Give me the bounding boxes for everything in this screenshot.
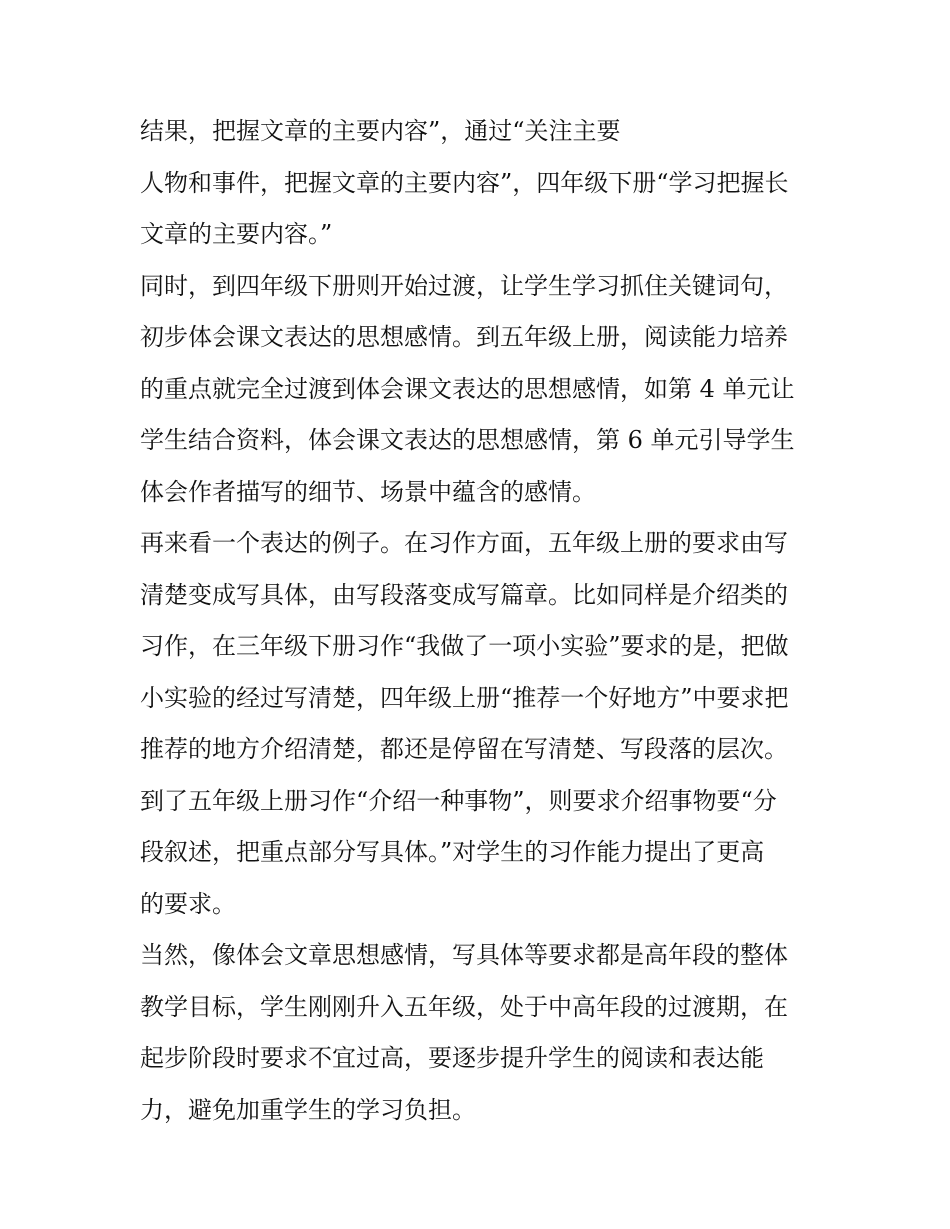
text-line: 推荐的地方介绍清楚，都还是停留在写清楚、写段落的层次。 <box>140 735 788 763</box>
text-line: 力，避免加重学生的学习负担。 <box>140 1095 476 1124</box>
text-line: 人物和事件，把握文章的主要内容”，四年级下册“学习把握长 <box>140 168 789 197</box>
text-line: 小实验的经过写清楚，四年级上册“推荐一个好地方”中要求把 <box>140 683 789 712</box>
text-line: 同时，到四年级下册则开始过渡，让学生学习抓住关键词句， <box>140 271 788 300</box>
text-line: 学生结合资料，体会课文表达的思想感情，第 6 单元引导学生 <box>140 426 795 454</box>
text-line: 教学目标，学生刚刚升入五年级，处于中高年段的过渡期，在 <box>140 992 788 1021</box>
text-line: 再来看一个表达的例子。在习作方面，五年级上册的要求由写 <box>140 529 788 557</box>
text-line: 的要求。 <box>140 889 236 918</box>
text-line: 初步体会课文表达的思想感情。到五年级上册，阅读能力培养 <box>140 323 788 351</box>
document-body <box>140 106 820 1136</box>
text-line: 文章的主要内容。” <box>140 220 333 248</box>
text-line: 习作，在三年级下册习作“我做了一项小实验”要求的是，把做 <box>140 632 789 660</box>
text-line: 清楚变成写具体，由写段落变成写篇章。比如同样是介绍类的 <box>140 580 788 609</box>
text-line: 段叙述，把重点部分写具体。”对学生的习作能力提出了更高 <box>140 838 765 866</box>
text-line: 结果，把握文章的主要内容”，通过“关注主要 <box>140 117 621 145</box>
text-line: 体会作者描写的细节、场景中蕴含的感情。 <box>140 477 596 506</box>
text-line: 的重点就完全过渡到体会课文表达的思想感情，如第 4 单元让 <box>140 374 795 403</box>
text-line: 当然，像体会文章思想感情，写具体等要求都是高年段的整体 <box>140 941 788 969</box>
text-line: 起步阶段时要求不宜过高，要逐步提升学生的阅读和表达能 <box>140 1044 764 1072</box>
text-line: 到了五年级上册习作“介绍一种事物”，则要求介绍事物要“分 <box>140 786 777 815</box>
